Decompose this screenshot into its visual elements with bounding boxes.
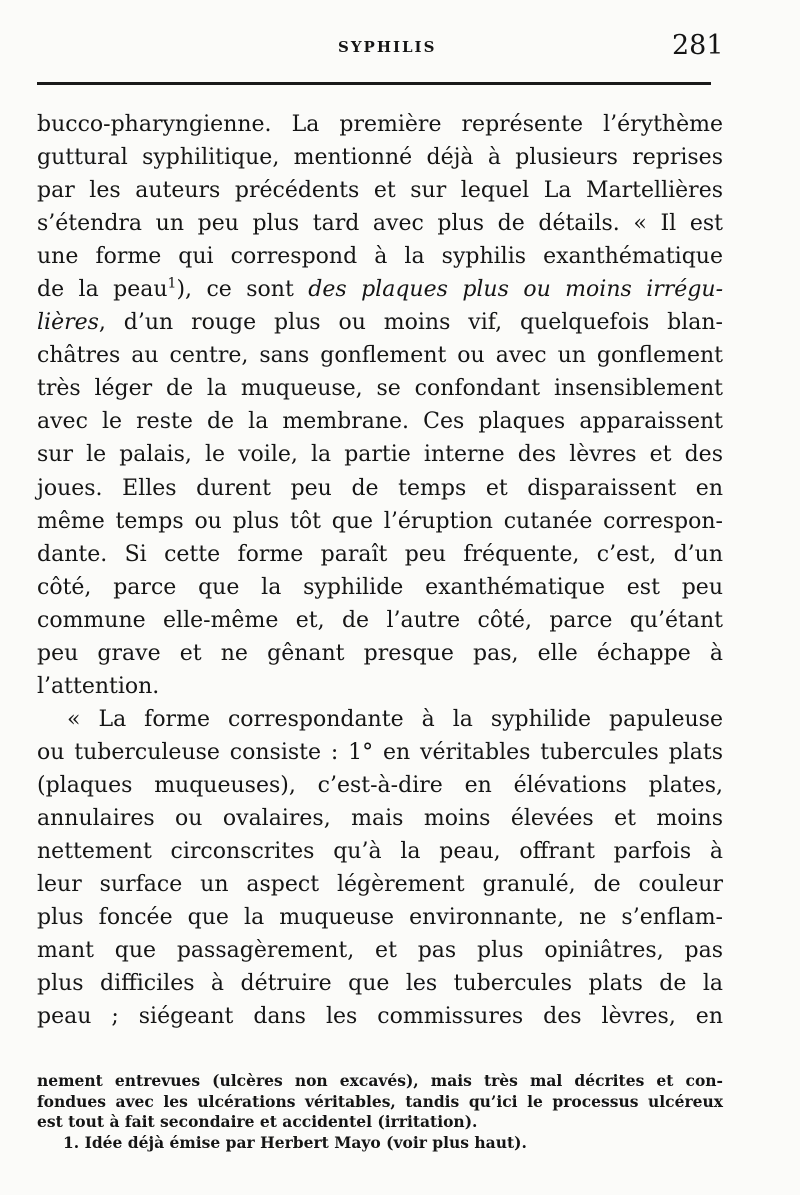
text-line: avec le reste de la membrane. Ces plaques apparaissent: [37, 409, 723, 435]
running-title: SYPHILIS: [338, 38, 437, 56]
text-line: dante. Si cette forme paraît peu fréquente, c’est, d’un: [37, 541, 723, 567]
text-line: une forme qui correspond à la syphilis exanthématique: [37, 244, 723, 270]
text-line: ou tuberculeuse consiste : 1° en véritables tubercules plats: [37, 739, 723, 765]
text-line: sur le palais, le voile, la partie interne des lèvres et des: [37, 442, 723, 468]
text-fragment: de la peau: [37, 277, 168, 303]
text-line: très léger de la muqueuse, se confondant insensiblement: [37, 376, 723, 402]
text-line: annulaires ou ovalaires, mais moins élevées et moins: [37, 805, 723, 831]
footnote-marker: 1: [167, 275, 177, 292]
italic-text: des plaques plus ou moins irrégu-: [308, 277, 723, 303]
text-line: peau ; siégeant dans les commissures des lèvres, en: [37, 1004, 723, 1030]
body-text: [37, 108, 723, 1033]
text-line: mant que passagèrement, et pas plus opiniâtres, pas: [37, 938, 723, 964]
text-line: (plaques muqueuses), c’est-à-dire en élévations plates,: [37, 772, 723, 798]
footnote-line: fondues avec les ulcérations véritables, tandis qu’ici le processus ulcéreux: [37, 1091, 723, 1111]
text-line: [37, 306, 723, 339]
footnotes: [37, 1071, 723, 1153]
text-line: guttural syphilitique, mentionné déjà à plusieurs reprises: [37, 145, 723, 171]
text-line: plus foncée que la muqueuse environnante, ne s’enflam-: [37, 905, 723, 931]
header-rule: [37, 82, 711, 85]
text-line: l’attention.: [37, 673, 160, 699]
footnote-line: nement entrevues (ulcères non excavés), mais très mal décrites et con-: [37, 1071, 723, 1090]
footnote-1: 1. Idée déjà émise par Herbert Mayo (voir plus haut).: [63, 1132, 527, 1152]
text-line: peu grave et ne gênant presque pas, elle échappe à: [37, 640, 723, 666]
text-line: commune elle-même et, de l’autre côté, parce qu’étant: [37, 607, 723, 633]
text-line: par les auteurs précédents et sur lequel La Martellières: [37, 178, 723, 204]
text-line: bucco-pharyngienne. La première représente l’érythème: [37, 112, 723, 137]
running-head: [0, 30, 800, 70]
text-line: châtres au centre, sans gonflement ou avec un gonflement: [37, 343, 723, 369]
text-fragment: , d’un rouge plus ou moins vif, quelquefois blan-: [98, 310, 723, 336]
text-line: même temps ou plus tôt que l’éruption cutanée correspon-: [37, 508, 723, 534]
text-line: nettement circonscrites qu’à la peau, offrant parfois à: [37, 839, 723, 865]
text-line: plus difficiles à détruire que les tubercules plats de la: [37, 971, 723, 997]
text-fragment: ), ce sont: [176, 277, 294, 303]
text-line: s’étendra un peu plus tard avec plus de détails. « Il est: [37, 211, 723, 237]
text-line-footnote-ref: [37, 273, 723, 306]
text-line: leur surface un aspect légèrement granulé, de couleur: [37, 872, 723, 898]
italic-text: lières: [37, 310, 99, 336]
page-number: 281: [672, 30, 724, 61]
text-line: « La forme correspondante à la syphilide papuleuse: [67, 706, 723, 732]
footnote-line: est tout à fait secondaire et accidentel (irritation).: [37, 1112, 478, 1131]
text-line: côté, parce que la syphilide exanthématique est peu: [37, 574, 723, 600]
text-line: joues. Elles durent peu de temps et disparaissent en: [37, 475, 723, 501]
